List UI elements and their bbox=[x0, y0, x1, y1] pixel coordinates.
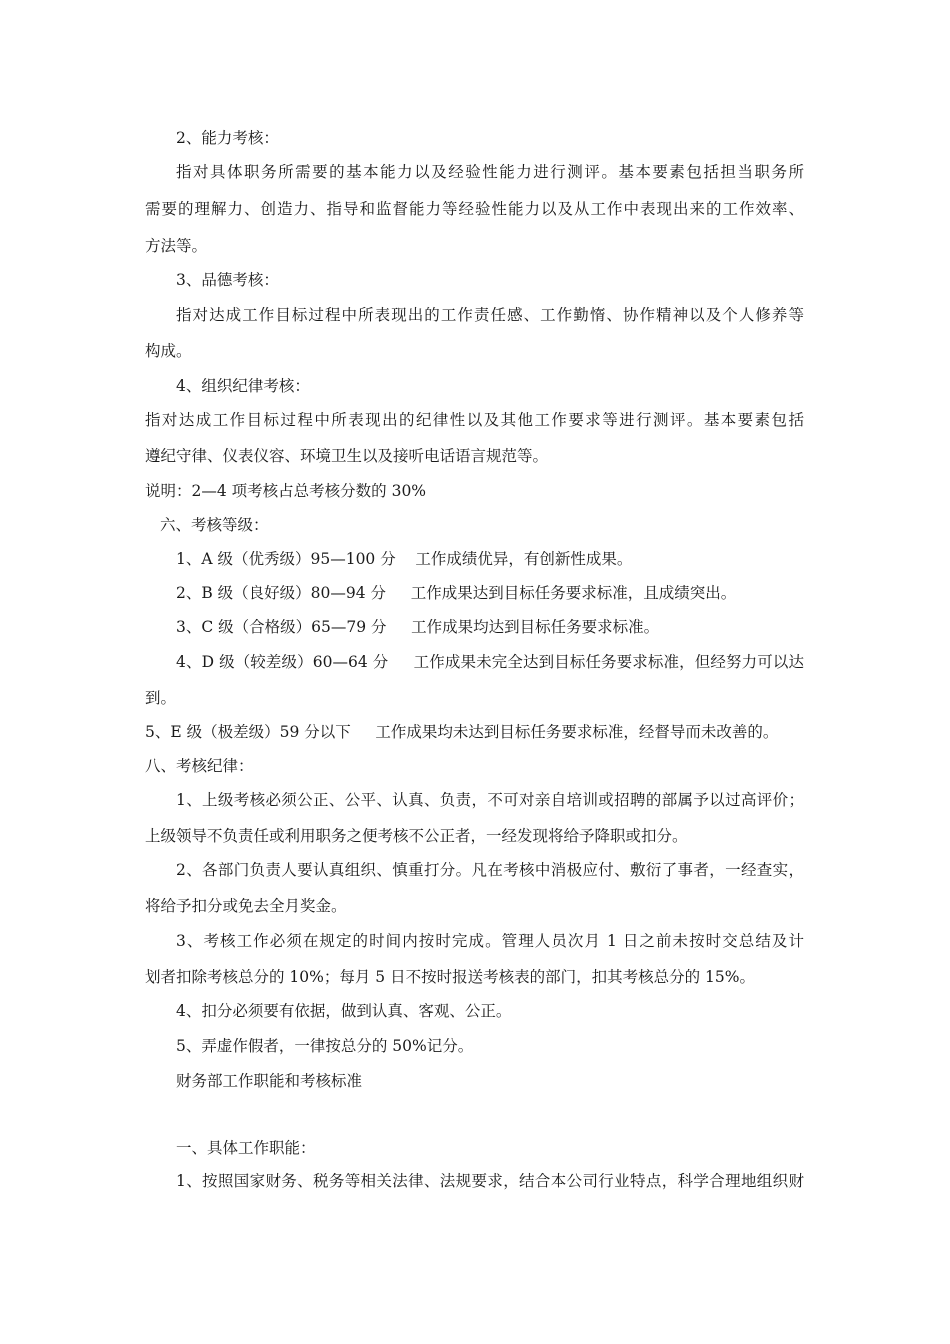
paragraph-line: 3、考核工作必须在规定的时间内按时完成。管理人员次月 1 日之前未按时交总结及计 bbox=[176, 932, 804, 950]
paragraph-line: 需要的理解力、创造力、指导和监督能力等经验性能力以及从工作中表现出来的工作效率、 bbox=[145, 200, 804, 218]
subtitle-finance-dept: 财务部工作职能和考核标准 bbox=[176, 1072, 363, 1090]
heading-moral-assessment: 3、品德考核： bbox=[176, 271, 279, 289]
paragraph-line: 指对具体职务所需要的基本能力以及经验性能力进行测评。基本要素包括担当职务所 bbox=[176, 163, 804, 181]
paragraph-line: 划者扣除考核总分的 10%；每月 5 日不按时报送考核表的部门，扣其考核总分的 15%。 bbox=[145, 968, 755, 986]
paragraph-line: 1、上级考核必须公正、公平、认真、负责，不可对亲自培训或招聘的部属予以过高评价； bbox=[176, 791, 804, 809]
paragraph-line: 构成。 bbox=[145, 342, 192, 360]
section-heading-functions: 一、具体工作职能： bbox=[176, 1139, 316, 1157]
grade-line-e: 5、E 级（极差级）59 分以下 工作成果均未达到目标任务要求标准，经督导而未改善的。 bbox=[145, 723, 779, 741]
paragraph-line: 将给予扣分或免去全月奖金。 bbox=[145, 897, 347, 915]
heading-ability-assessment: 2、能力考核： bbox=[176, 129, 279, 147]
paragraph-line: 5、弄虚作假者，一律按总分的 50%记分。 bbox=[176, 1037, 474, 1055]
section-heading-discipline: 八、考核纪律： bbox=[145, 757, 254, 775]
paragraph-line: 4、扣分必须要有依据，做到认真、客观、公正。 bbox=[176, 1002, 512, 1020]
paragraph-line: 到。 bbox=[145, 689, 177, 707]
grade-line-b: 2、B 级（良好级）80—94 分 工作成果达到目标任务要求标准，且成绩突出。 bbox=[176, 584, 737, 602]
paragraph-line: 上级领导不负责任或利用职务之便考核不公正者，一经发现将给予降职或扣分。 bbox=[145, 827, 688, 845]
paragraph-line: 2、各部门负责人要认真组织、慎重打分。凡在考核中消极应付、敷衍了事者，一经查实， bbox=[176, 861, 804, 879]
section-heading-grades: 六、考核等级： bbox=[160, 516, 269, 534]
grade-line-c: 3、C 级（合格级）65—79 分 工作成果均达到目标任务要求标准。 bbox=[176, 618, 660, 636]
grade-line-d: 4、D 级（较差级）60—64 分 工作成果未完全达到目标任务要求标准，但经努力可以达 bbox=[176, 653, 804, 671]
paragraph-line: 指对达成工作目标过程中所表现出的纪律性以及其他工作要求等进行测评。基本要素包括 bbox=[145, 411, 804, 429]
paragraph-line: 遵纪守律、仪表仪容、环境卫生以及接听电话语言规范等。 bbox=[145, 447, 549, 465]
grade-line-a: 1、A 级（优秀级）95—100 分 工作成绩优异，有创新性成果。 bbox=[176, 550, 633, 568]
paragraph-line: 指对达成工作目标过程中所表现出的工作责任感、工作勤惰、协作精神以及个人修养等 bbox=[176, 306, 804, 324]
paragraph-line: 方法等。 bbox=[145, 237, 208, 255]
note-line: 说明：2—4 项考核占总考核分数的 30% bbox=[145, 482, 427, 500]
paragraph-line: 1、按照国家财务、税务等相关法律、法规要求，结合本公司行业特点，科学合理地组织财 bbox=[176, 1172, 804, 1190]
heading-discipline-assessment: 4、组织纪律考核： bbox=[176, 377, 310, 395]
